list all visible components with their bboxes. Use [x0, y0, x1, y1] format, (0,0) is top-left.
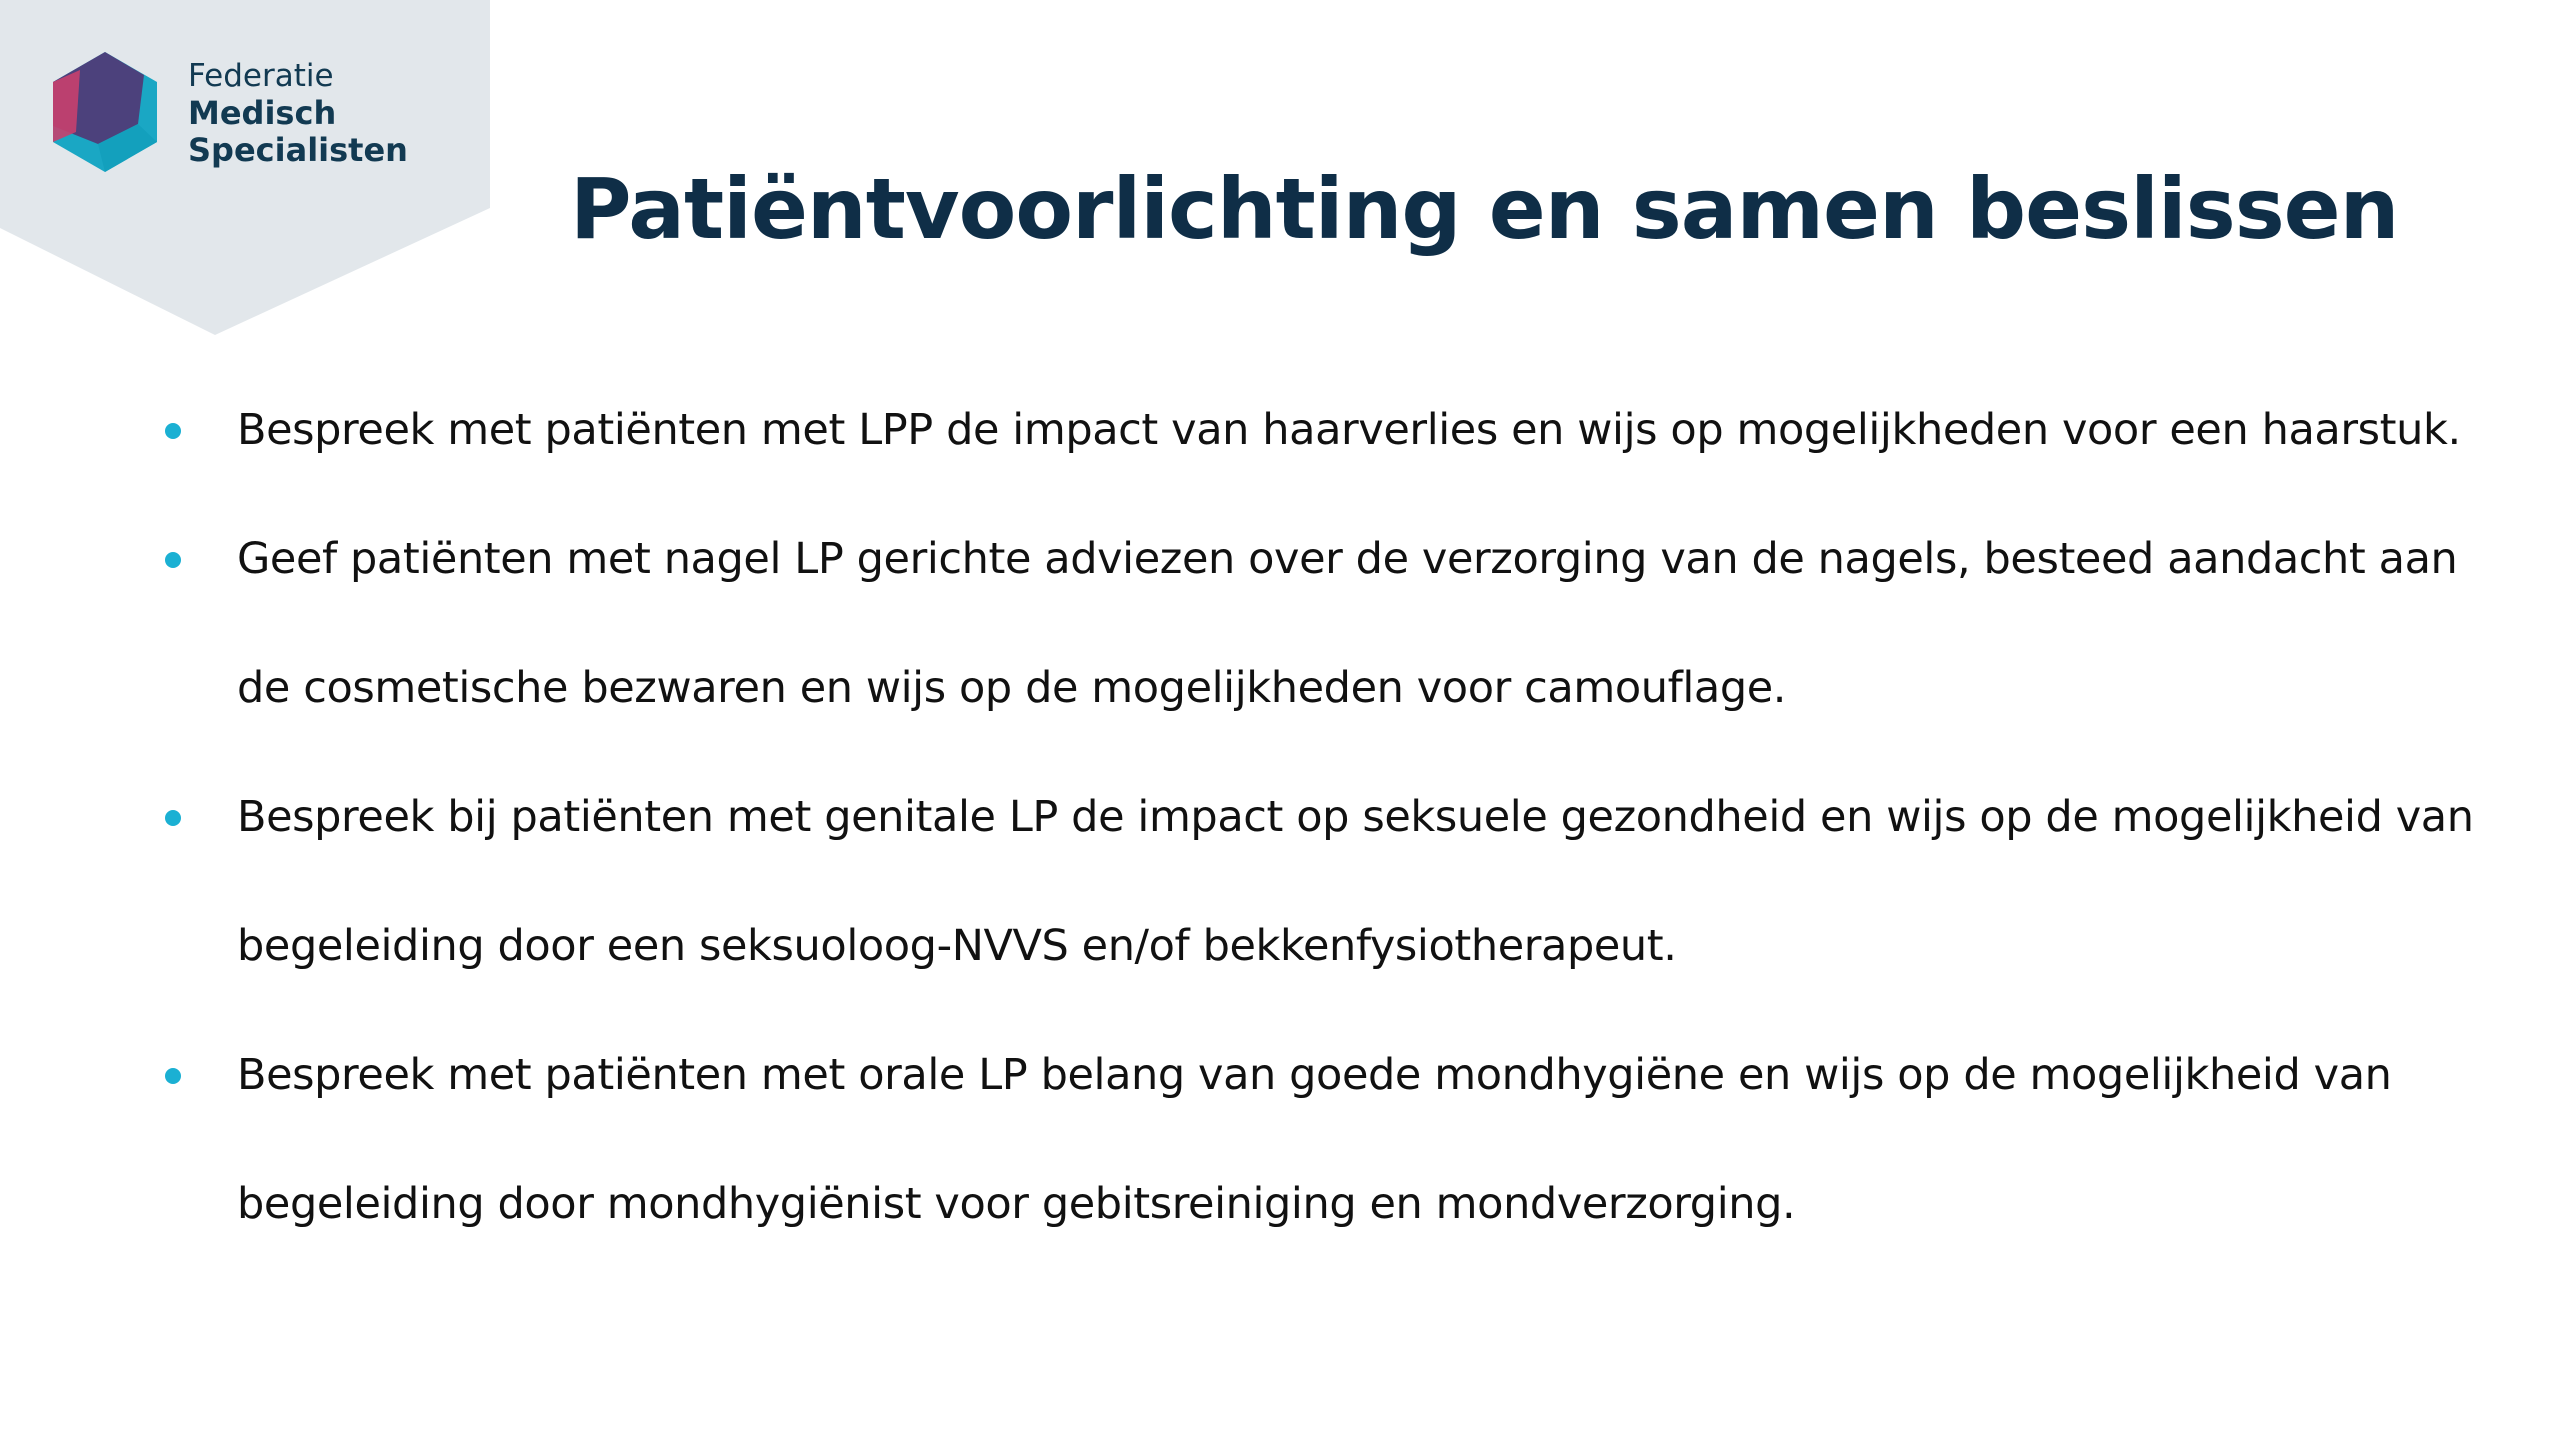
logo-text-federatie: Federatie	[188, 58, 334, 94]
bullet-text: Bespreek bij patiënten met genitale LP de impact op seksuele gezondheid en wijs op de mogelijkheid van begeleiding door een seksuoloog-NVVS en/of bekkenfysiotherapeut.	[237, 792, 2474, 971]
bullet-text: Bespreek met patiënten met LPP de impact van haarverlies en wijs op mogelijkheden voor een haarstuk.	[237, 405, 2461, 455]
federatie-logo-icon	[40, 46, 170, 176]
logo-text-medisch: Medisch	[188, 94, 337, 132]
bullet-item-genital	[160, 753, 2480, 1011]
logo-text-specialisten: Specialisten	[188, 131, 408, 169]
bullet-list	[160, 366, 2480, 1269]
bullet-dot-icon	[165, 810, 181, 826]
bullet-item-nail	[160, 495, 2480, 753]
bullet-item-hair-loss	[160, 366, 2480, 495]
bullet-dot-icon	[165, 552, 181, 568]
bullet-dot-icon	[165, 423, 181, 439]
bullet-text: Bespreek met patiënten met orale LP belang van goede mondhygiëne en wijs op de mogelijkheid van begeleiding door mondhygiënist voor gebitsreiniging en mondverzorging.	[237, 1050, 2392, 1229]
slide-title: Patiëntvoorlichting en samen beslissen	[570, 160, 2399, 258]
logo-wordmark	[188, 58, 408, 169]
bullet-dot-icon	[165, 1068, 181, 1084]
bullet-text: Geef patiënten met nagel LP gerichte adviezen over de verzorging van de nagels, besteed aandacht aan de cosmetische bezwaren en wijs op de mogelijkheden voor camouflage.	[237, 534, 2458, 713]
bullet-item-oral	[160, 1011, 2480, 1269]
